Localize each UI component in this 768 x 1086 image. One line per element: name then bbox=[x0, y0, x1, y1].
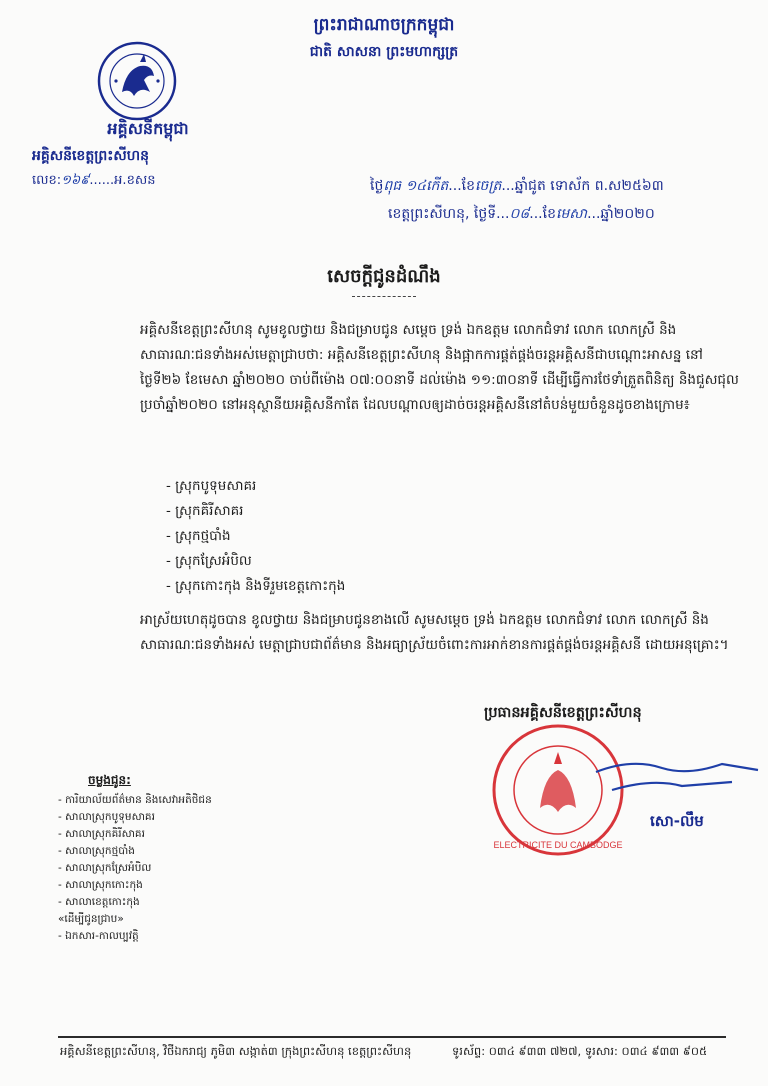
ref-suffix: ......អ.ខសន bbox=[89, 173, 156, 188]
org-branch: អគ្គិសនីខេត្តព្រះសីហនុ bbox=[32, 148, 149, 164]
lunar-month-prefix: ...ខែ bbox=[448, 178, 475, 194]
footer-address: អគ្គិសនីខេត្តព្រះសីហនុ, វិថីឯករាជ្យ ភូមិ៣ សង្កាត់៣ ក្រុងព្រះសីហនុ ខេត្តព្រះសីហនុ bbox=[60, 1044, 412, 1058]
list-item: «ដើម្បីជូនជ្រាប» bbox=[58, 913, 124, 925]
lunar-day: ពុធ ១៤កើត bbox=[383, 178, 449, 194]
list-item: - ស្រុកស្រែអំបិល bbox=[166, 553, 252, 569]
list-item: - ស្រុកកោះកុង និងទីរួមខេត្តកោះកុង bbox=[166, 578, 346, 594]
lunar-date bbox=[370, 176, 664, 197]
solar-suffix: ...ឆ្នាំ២០២០ bbox=[587, 206, 655, 222]
notice-paragraph-1: អគ្គិសនីខេត្តព្រះសីហនុ សូមខូលថ្វាយ និងជម្រាបជូន សម្តេច ទ្រង់ ឯកឧត្តម លោកជំទាវ លោក លោកស្រី និងសាធារណៈជនទាំងអស់មេត្តាជ្រាបថា: អគ្គិសនីខេត្តព្រះសីហនុ និងផ្អាកការផ្គត់ផ្គង់ចរន្តអគ្គិសនីជាបណ្តោះអាសន្ន នៅថ្ងៃទី២៦ ខែមេសា ឆ្នាំ២០២០ ចាប់ពីម៉ោង ០៧:០០នាទី ដល់ម៉ោង ១១:៣០នាទី ដើម្បីធ្វើការថែទាំត្រួតពិនិត្យ និងជួសជុលប្រចាំឆ្នាំ២០២០ នៅអនុស្ថានីយអគ្គិសនីកាតែ ដែលបណ្តាលឲ្យដាច់ចរន្តអគ្គិសនីនៅតំបន់មួយចំនួនដូចខាងក្រោម៖ bbox=[140, 322, 739, 413]
footer-divider bbox=[58, 1036, 726, 1038]
signer-name: សោ-លឹម bbox=[650, 812, 704, 830]
solar-prefix: ខេត្តព្រះសីហនុ, ថ្ងៃទី... bbox=[388, 206, 510, 222]
cc-heading: ចម្លងជូន: bbox=[88, 773, 131, 787]
cc-list bbox=[58, 792, 278, 945]
solar-day: ០៨ bbox=[509, 206, 530, 222]
ref-prefix: លេខ: bbox=[32, 173, 62, 188]
list-item: - សាលាស្រុកថ្មបាំង bbox=[58, 845, 135, 857]
list-item: - សាលាស្រុកបូទុមសាគរ bbox=[58, 811, 155, 823]
list-item: - ស្រុកគិរីសាគរ bbox=[166, 503, 244, 519]
list-item: - ឯកសារ-កាលប្បវត្តិ bbox=[58, 930, 139, 942]
ref-number: ១៦៩ bbox=[61, 173, 90, 188]
edc-logo-icon bbox=[96, 40, 178, 122]
lunar-suffix: ...ឆ្នាំជូត ទោស័ក ព.ស២៥៦៣ bbox=[501, 178, 664, 194]
notice-paragraph-2: អាស្រ័យហេតុដូចបាន ខូលថ្វាយ និងជម្រាបជូនខាងលើ សូមសម្តេច ទ្រង់ ឯកឧត្តម លោកជំទាវ លោក លោកស្រី និងសាធារណៈជនទាំងអស់ មេត្តាជ្រាបជាព័ត៌មាន និងអធ្យាស្រ័យចំពោះការអាក់ខានការផ្គត់ផ្គង់ចរន្តអគ្គិសនី ដោយអនុគ្រោះ។ bbox=[140, 612, 729, 653]
affected-areas-list bbox=[166, 474, 666, 599]
solar-month-prefix: ...ខែ bbox=[529, 206, 556, 222]
list-item: - សាលាស្រុកគិរីសាគរ bbox=[58, 828, 145, 840]
lunar-prefix: ថ្ងៃ bbox=[370, 178, 384, 194]
list-item: - សាលាខេត្តកោះកុង bbox=[58, 896, 140, 908]
lunar-month: ចេត្រ bbox=[474, 178, 502, 194]
document-title: សេចក្តីជូនដំណឹង bbox=[327, 266, 441, 287]
footer-phones: ទូរស័ព្ទ: ០៣៤ ៩៣៣ ៧២៧, ទូរសារ: ០៣៤ ៩៣៣ ៩០៥ bbox=[452, 1044, 708, 1058]
solar-month: មេសា bbox=[555, 206, 588, 222]
org-name: អគ្គិសនីកម្ពុជា bbox=[107, 119, 189, 138]
list-item: - សាលាស្រុកកោះកុង bbox=[58, 879, 143, 891]
title-divider bbox=[352, 296, 416, 297]
list-item: - ស្រុកថ្មបាំង bbox=[166, 528, 231, 544]
national-motto: ជាតិ សាសនា ព្រះមហាក្សត្រ bbox=[309, 44, 459, 60]
signatory-position: ប្រធានអគ្គិសនីខេត្តព្រះសីហនុ bbox=[484, 705, 642, 721]
handwritten-signature bbox=[592, 750, 762, 810]
list-item: - ការិយាល័យព័ត៌មាន និងសេវាអតិថិជន bbox=[58, 794, 212, 806]
kingdom-heading: ព្រះរាជាណាចក្រកម្ពុជា bbox=[313, 15, 455, 35]
stamp-text: ELECTRICITE DU CAMBODGE bbox=[493, 840, 623, 850]
solar-date bbox=[388, 204, 655, 225]
reference-number bbox=[32, 172, 155, 191]
list-item: - ស្រុកបូទុមសាគរ bbox=[166, 478, 257, 494]
list-item: - សាលាស្រុកស្រែអំបិល bbox=[58, 862, 152, 874]
